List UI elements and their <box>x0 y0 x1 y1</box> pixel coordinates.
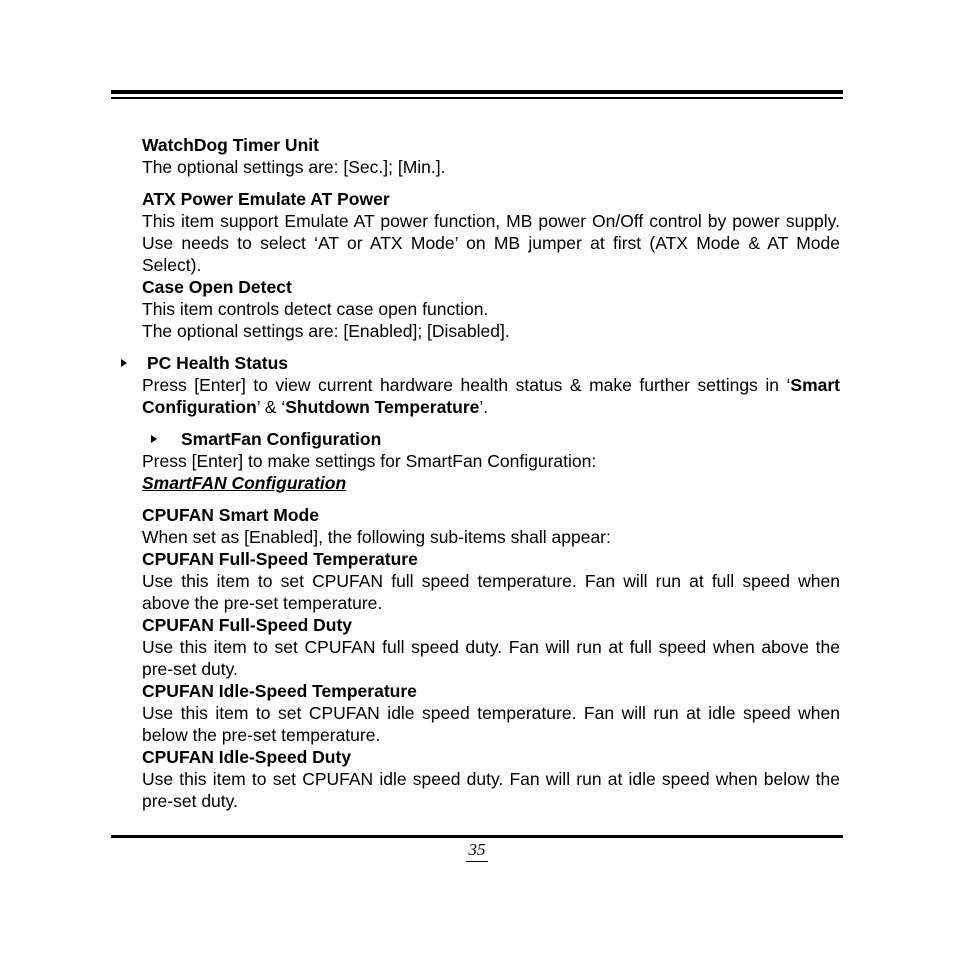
triangle-right-icon <box>151 435 157 443</box>
smart-configuration-ref: Smart Configuration <box>142 375 840 417</box>
pc-health-text: Press [Enter] to view current hardware health status & make further settings in ‘Smart Configuration’ & ‘Shutdown Temperature’. <box>142 375 840 417</box>
triangle-right-icon <box>121 359 127 367</box>
cpufan-full-duty-text: Use this item to set CPUFAN full speed duty. Fan will run at full speed when above the pre-set duty. <box>142 637 840 679</box>
page-number: 35 <box>466 840 488 862</box>
watchdog-text: The optional settings are: [Sec.]; [Min.]. <box>142 157 446 177</box>
atx-title: ATX Power Emulate AT Power <box>142 189 390 209</box>
atx-text: This item support Emulate AT power function, MB power On/Off control by power supply. Use needs to select ‘AT or ATX Mode’ on MB jumper at first (ATX Mode & AT Mode Select). <box>142 211 840 275</box>
page-content <box>142 134 840 812</box>
smartfan-heading <box>142 428 840 450</box>
cpufan-full-duty-title: CPUFAN Full-Speed Duty <box>142 615 353 635</box>
case-open-line1: This item controls detect case open function. <box>142 299 489 319</box>
header-rule-thin <box>111 97 843 99</box>
cpufan-full-temp-text: Use this item to set CPUFAN full speed temperature. Fan will run at full speed when above the pre-set temperature. <box>142 571 840 613</box>
case-open-line2: The optional settings are: [Enabled]; [Disabled]. <box>142 321 510 341</box>
watchdog-title: WatchDog Timer Unit <box>142 135 319 155</box>
smartfan-title: SmartFan Configuration <box>181 429 382 449</box>
header-rule-thick <box>111 90 843 94</box>
case-open-title: Case Open Detect <box>142 277 292 297</box>
cpufan-mode-title: CPUFAN Smart Mode <box>142 505 319 525</box>
smartfan-subtitle: SmartFAN Configuration <box>142 473 347 493</box>
footer-rule <box>111 835 843 838</box>
shutdown-temperature-ref: Shutdown Temperature <box>285 397 480 417</box>
cpufan-idle-temp-text: Use this item to set CPUFAN idle speed temperature. Fan will run at idle speed when below the pre-set temperature. <box>142 703 840 745</box>
cpufan-idle-duty-title: CPUFAN Idle-Speed Duty <box>142 747 352 767</box>
cpufan-idle-duty-text: Use this item to set CPUFAN idle speed duty. Fan will run at idle speed when below the pre-set duty. <box>142 769 840 811</box>
pc-health-heading <box>142 352 840 374</box>
cpufan-idle-temp-title: CPUFAN Idle-Speed Temperature <box>142 681 417 701</box>
cpufan-full-temp-title: CPUFAN Full-Speed Temperature <box>142 549 418 569</box>
pc-health-title: PC Health Status <box>147 353 288 373</box>
cpufan-mode-text: When set as [Enabled], the following sub-items shall appear: <box>142 527 611 547</box>
smartfan-text: Press [Enter] to make settings for SmartFan Configuration: <box>142 451 597 471</box>
